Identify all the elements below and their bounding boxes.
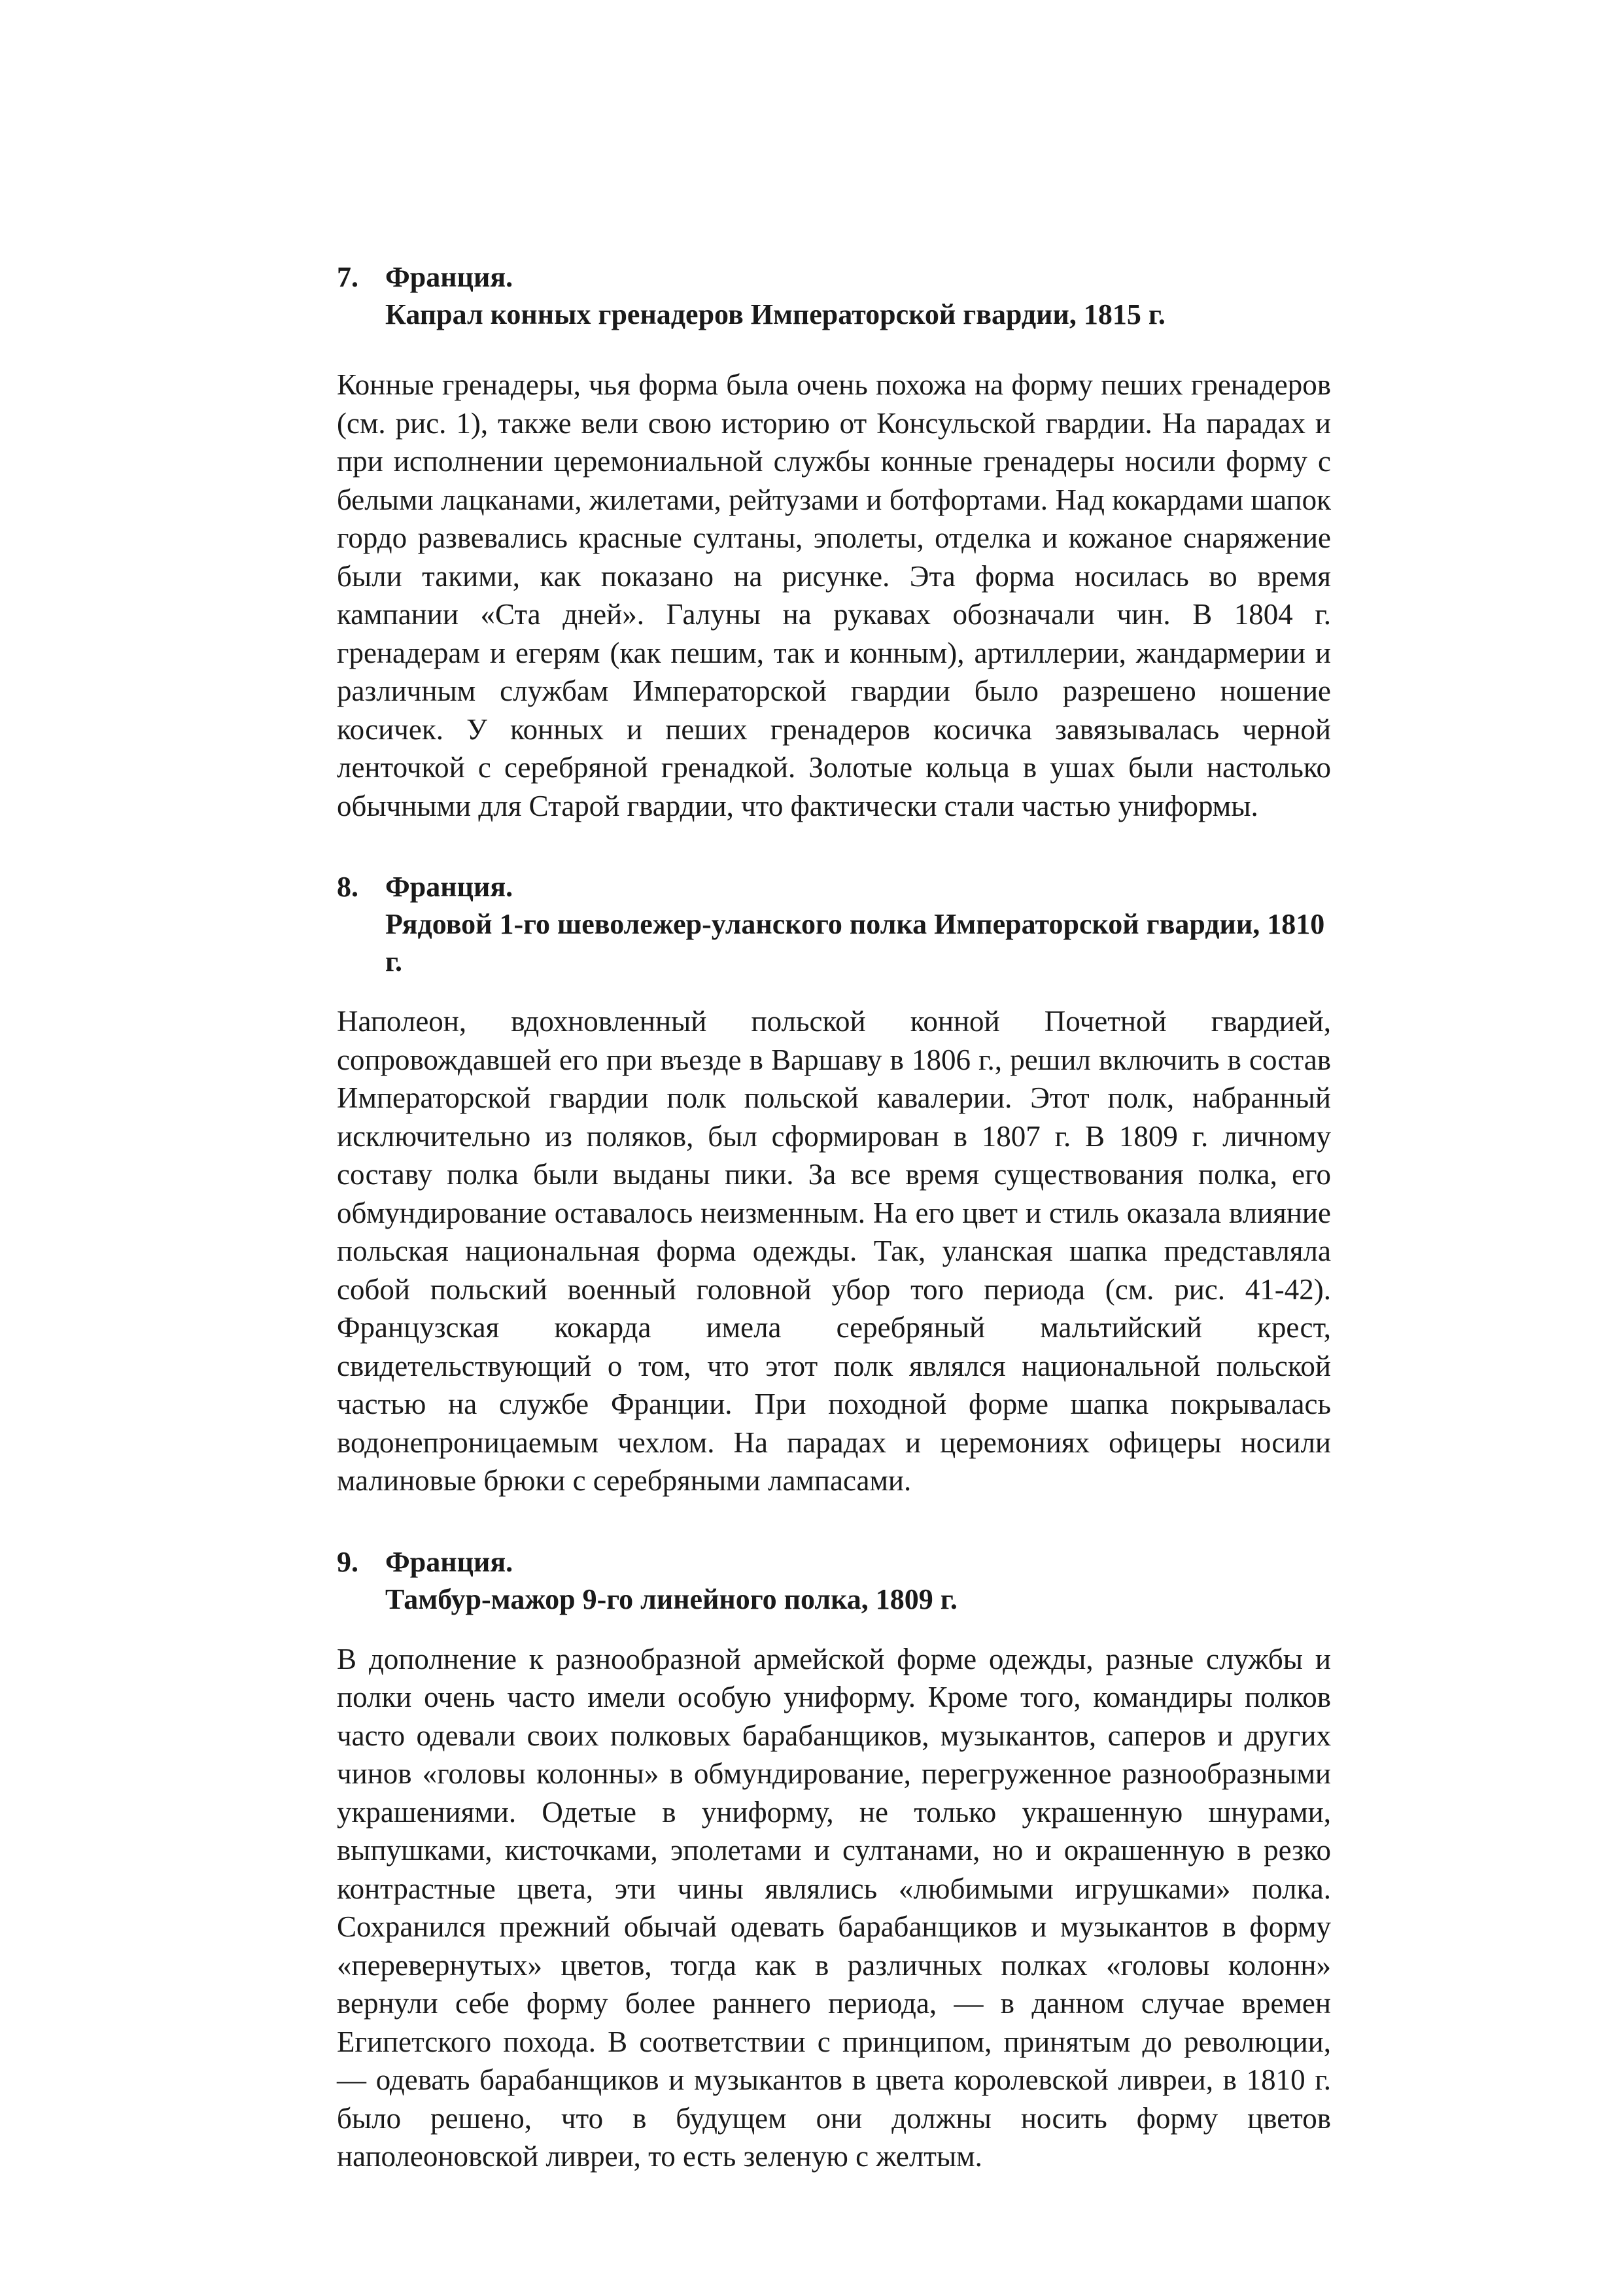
section-titles <box>385 868 1331 980</box>
section-8 <box>337 868 1331 1500</box>
section-number: 7. <box>337 261 358 293</box>
section-country: Франция. <box>385 871 513 903</box>
section-heading <box>337 1543 1331 1618</box>
section-heading <box>337 868 1331 980</box>
section-title: Тамбур-мажор 9-го линейного полка, 1809 г. <box>385 1583 958 1615</box>
section-body: Наполеон, вдохновленный польской конной Почетной гвардией, сопровождавшей его при въезде в Варшаву в 1806 г., решил включить в состав Императорской гвардии полк польской кавалерии. Этот полк, набранный исключительно из поляков, был сформирован в 1807 г. В 1809 г. личному составу полка были выданы пики. За все время существования полка, его обмундирование оставалось неизменным. На его цвет и стиль оказала влияние польская национальная форма одежды. Так, уланская шапка представляла собой польский военный головной убор того периода (см. рис. 41-42). Французская кокарда имела серебряный мальтийский крест, свидетельствующий о том, что этот полк являлся национальной польской частью на службе Франции. При походной форме шапка покрывалась водонепроницаемым чехлом. На парадах и церемониях офицеры носили малиновые брюки с серебряными лампасами. <box>337 1005 1331 1497</box>
section-number: 8. <box>337 871 358 903</box>
section-9 <box>337 1543 1331 2176</box>
section-body: В дополнение к разнообразной армейской форме одежды, разные службы и полки очень часто имели особую униформу. Кроме того, командиры полков часто одевали своих полковых барабанщиков, музыкантов, саперов и других чинов «головы колонны» в обмундирование, перегруженное разнообразными украшениями. Одетые в униформу, не только украшенную шнурами, выпушками, кисточками, эполетами и султанами, но и окрашенную в резко контрастные цвета, эти чины являлись «любимыми игрушками» полка. Сохранился прежний обычай одевать барабанщиков и музыкантов в форму «перевернутых» цветов, тогда как в различных полках «головы колонн» вернули себе форму более раннего периода, — в данном случае времен Египетского похода. В соответствии с принципом, принятым до революции, — одевать барабанщиков и музыкантов в цвета королевской ливреи, в 1810 г. было решено, что в будущем они должны носить форму цветов наполеоновской ливреи, то есть зеленую с желтым. <box>337 1642 1331 2173</box>
section-titles <box>385 1543 1331 1618</box>
section-titles <box>385 258 1331 333</box>
section-country: Франция. <box>385 1545 513 1578</box>
section-heading <box>337 258 1331 333</box>
section-number: 9. <box>337 1545 358 1578</box>
section-title: Рядовой 1-го шеволежер-уланского полка Императорской гвардии, 1810 г. <box>385 908 1325 977</box>
page-content <box>337 258 1331 2176</box>
section-title: Капрал конных гренадеров Императорской гвардии, 1815 г. <box>385 298 1166 330</box>
section-7 <box>337 258 1331 825</box>
section-country: Франция. <box>385 261 513 293</box>
section-body: Конные гренадеры, чья форма была очень похожа на форму пеших гренадеров (см. рис. 1), также вели свою историю от Консульской гвардии. На парадах и при исполнении церемониальной службы конные гренадеры носили форму с белыми лацканами, жилетами, рейтузами и ботфортами. Над кокардами шапок гордо развевались красные султаны, эполеты, отделка и кожаное снаряжение были такими, как показано на рисунке. Эта форма носилась во время кампании «Ста дней». Галуны на рукавах обозначали чин. В 1804 г. гренадерам и егерям (как пешим, так и конным), артиллерии, жандармерии и различным службам Императорской гвардии было разрешено ношение косичек. У конных и пеших гренадеров косичка завязывалась черной ленточкой с серебряной гренадкой. Золотые кольца в ушах были настолько обычными для Старой гвардии, что фактически стали частью униформы. <box>337 368 1331 822</box>
